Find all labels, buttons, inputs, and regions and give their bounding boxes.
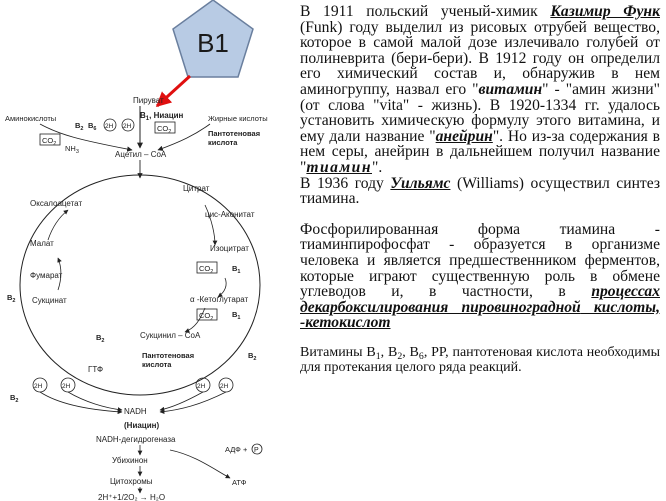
label-co2-iso: $CO_2$ [199,264,214,275]
label-cytochromes: Цитохромы [110,477,153,486]
label-b2-left: $B_2$ [7,293,16,304]
label-co2-top: $CO_2$ [157,124,172,135]
label-atp: АТФ [232,478,247,487]
label-b1-iso: $B_1$ [232,264,241,275]
label-b2-right: $B_2$ [248,351,257,362]
label-co2-akg: $CO_2$ [199,311,214,322]
label-gtf: ГТФ [88,365,104,374]
term-thiamin: тиамин [306,158,372,176]
b1-badge [173,0,253,77]
label-co2-amino: $CO_2$ [42,136,57,147]
top-section [5,96,268,178]
label-b2-bottom: $B_2$ [10,393,19,404]
label-succinyl-coa: Сукцинил – CoA [140,331,201,340]
label-acetyl-coa: Ацетил – CoA [115,150,167,159]
label-b2-top: $B_2$ [75,121,84,132]
label-2h-top: 2H [105,123,114,130]
term-vitamin: витамин [478,80,543,98]
label-2h-top2: 2H [123,123,132,130]
term-aneurin: анейрин [435,127,493,145]
label-fatty-acids: Жирные кислоты [208,114,268,123]
h2-markers [33,378,233,392]
paragraph-vitamins: Витамины $B_1$, $B_2$, $B_6$, PP, пантотеновая кислота необходимы для протекания целого ряда реакций. [300,344,661,375]
label-succinate: Сукцинат [32,296,67,305]
paragraph-history: В 1911 польский ученый-химик Казимир Функ (Funk) году выделил из рисовых отрубей вещество, которое в самой малой дозе излечивало голубей от полиневрита (бери-бери). В 1912 году он определил его химический состав и, обнаружив в нем аминогруппу, назвал его "витамин" - "амин жизни" (от слова "vita" - жизнь). В 1920-1334 гг. удалось установить химическую формулу этого витамина, и ему дали название "анейрин". Но из-за содержания в нем серы, анейрин в дальнейшем получил название "тиамин". [300,3,660,176]
krebs-cycle-diagram [0,0,296,501]
svg-text:2H: 2H [220,383,229,390]
label-pantothenic-inner: Пантотеновая [142,351,195,360]
label-acid-inner: кислота [142,360,172,369]
label-fumarate: Фумарат [30,271,63,280]
label-b2-inner: $B_2$ [96,333,105,344]
svg-text:2H: 2H [34,383,43,390]
label-aminoacids: Аминокислоты [5,114,57,123]
name-williams: Уильямс [390,174,451,192]
label-malate: Малат [30,239,54,248]
paragraph-williams: В 1936 году Уильямс (Williams) осуществил синтез тиамина. [300,174,660,208]
label-piruvat: Пируват [133,96,164,105]
label-b1-akg: $B_1$ [232,310,241,321]
svg-text:2H: 2H [197,383,206,390]
label-a-ketoglutarate: α -Кетоглутарат [190,295,249,304]
electron-transport [96,407,262,501]
term-decarboxylation: процессах декарбоксилирования пировиноградной [300,283,660,316]
label-niacin: (Ниацин) [124,421,160,430]
label-final-eq: 2H⁺+1/2O₂ → H₂O [98,493,166,501]
label-nadh: NADH [124,407,147,416]
label-p: P [254,447,259,454]
label-pantothenic-top: Пантотеновая [208,129,261,138]
label-ubiquinone: Убихинон [112,456,148,465]
cycle-labels [7,184,256,404]
label-acid-top: кислота [208,138,238,147]
label-nadh-dh: NADH-дегидрогеназа [96,435,176,444]
label-b1: $B_1$, Ниацин [140,111,184,122]
label-nh3: $NH_3$ [65,144,79,155]
article-text [300,4,660,375]
name-funk: Казимир Функ [550,3,660,20]
badge-label: B1 [197,28,229,58]
label-isocitrate: Изоцитрат [210,244,249,253]
label-b6-top: $B_6$ [88,121,97,132]
label-adp: АДФ + [225,445,248,454]
svg-text:2H: 2H [62,383,71,390]
label-oxaloacetate: Оксалоацетат [30,199,83,208]
label-cis-aconitate: цис-Аконитат [205,210,255,219]
paragraph-tpp: Фосфорилированная форма тиамина - тиаминпирофосфат - образуется в организме человека и является предшественником ферментов, которые играют существенную роль в обмене углеводов и, в частности, в процессах декарбоксилирования пировиноградной кислоты, -кетокислот [300,220,660,332]
label-citrate: Цитрат [183,184,210,193]
